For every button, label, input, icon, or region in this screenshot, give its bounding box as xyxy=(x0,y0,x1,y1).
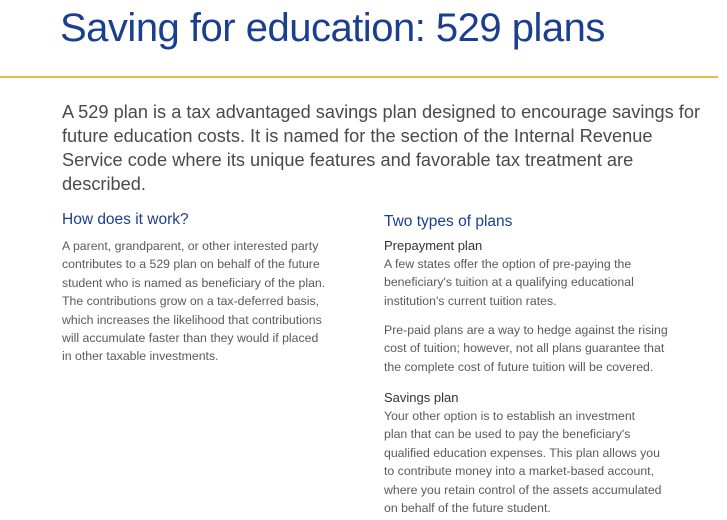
savings-plan-paragraph xyxy=(384,407,662,517)
text-line: cost of tuition; however, not all plans guarantee that xyxy=(384,341,665,356)
prepaid-hedge-paragraph xyxy=(384,321,668,376)
text-line: Your other option is to establish an investment xyxy=(384,409,636,423)
title-divider xyxy=(0,76,718,78)
savings-plan-subheading: Savings plan xyxy=(384,390,459,405)
text-line: beneficiary's tuition at a qualifying educational xyxy=(384,275,634,290)
text-line: in other taxable investments. xyxy=(62,349,219,364)
text-line: will accumulate faster than they would if placed xyxy=(62,331,319,346)
text-line: plan that can be used to pay the beneficiary's xyxy=(384,427,631,442)
text-line: student who is named as beneficiary of the plan. xyxy=(62,275,326,290)
text-line: on behalf of the future student. xyxy=(384,501,551,516)
text-line: institution's current tuition rates. xyxy=(384,293,557,308)
two-types-of-plans-heading: Two types of plans xyxy=(384,213,513,230)
page-title: Saving for education: 529 plans xyxy=(60,6,605,50)
text-line: contributes to a 529 plan on behalf of the future xyxy=(62,257,320,272)
text-line: A parent, grandparent, or other interested party xyxy=(62,239,319,253)
intro-paragraph: A 529 plan is a tax advantaged savings plan designed to encourage savings for future education costs. It is named for the section of the Internal Revenue Service code where its unique features and favorable tax treatment are described. xyxy=(62,102,701,194)
prepayment-plan-paragraph xyxy=(384,255,634,310)
text-line: The contributions grow on a tax-deferred basis, xyxy=(62,294,320,309)
text-line: A few states offer the option of pre-paying the xyxy=(384,257,632,271)
text-line: the complete cost of future tuition will be covered. xyxy=(384,359,654,374)
how-does-it-work-paragraph xyxy=(62,237,325,366)
text-line: qualified education expenses. This plan allows you xyxy=(384,445,660,460)
text-line: which increases the likelihood that contributions xyxy=(62,312,322,327)
text-line: to contribute money into a market-based account, xyxy=(384,464,654,479)
how-does-it-work-heading: How does it work? xyxy=(62,211,189,228)
text-line: where you retain control of the assets accumulated xyxy=(384,482,662,497)
text-line: Pre-paid plans are a way to hedge against the rising xyxy=(384,323,668,337)
prepayment-plan-subheading: Prepayment plan xyxy=(384,238,483,253)
